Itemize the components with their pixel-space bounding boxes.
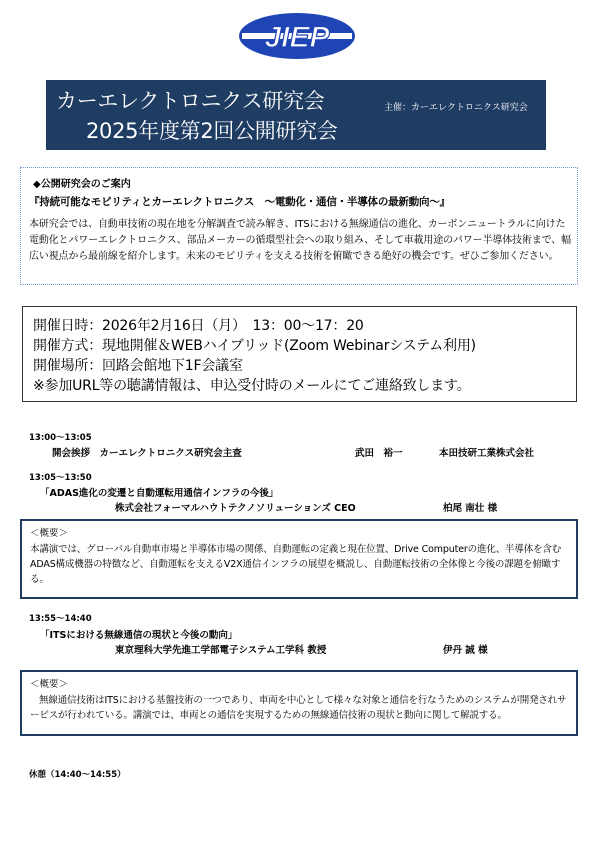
event-date: 開催日時：2026年2月16日（月） 13：00～17：20: [33, 318, 364, 334]
lecture-title: 「ITSにおける無線通信の現状と今後の動向」: [40, 630, 238, 641]
logo-text: JIEP: [264, 21, 330, 54]
lecture-affiliation: 株式会社フォーマルハウトテクノソリューションズ CEO: [115, 503, 356, 514]
abstract-text: 本講演では、グローバル自動車市場と半導体市場の関係、自動運転の定義と現在位置、Drive Computerの進化、半導体を含むADAS構成機器の特徴など、自動運転を支えるV2X通信インフラの展望を概説し、自動運転技術の全体像と今後の課題を俯瞰する。: [30, 544, 562, 585]
break-time: 休憩（14:40～14:55）: [29, 770, 126, 780]
event-venue: 開催場所：回路会館地下1F会議室: [33, 358, 243, 374]
event-note: ※参加URL等の聴講情報は、申込受付時のメールにてご連絡致します。: [33, 378, 471, 394]
title-banner: [46, 80, 546, 150]
guide-box: [20, 167, 578, 285]
organizer-label: 主催：カーエレクトロニクス研究会: [384, 103, 528, 113]
lecture-title: 「ADAS進化の変遷と自動運転用通信インフラの今後」: [40, 488, 279, 499]
program-time: 13:00～13:05: [29, 433, 92, 443]
banner-title-line2: 2025年度第2回公開研究会: [86, 119, 338, 143]
guide-theme: 『持続可能なモビリティとカーエレクトロニクス ～電動化・通信・半導体の最新動向～』: [29, 196, 450, 208]
lecture-affiliation: 東京理科大学先進工学部電子システム工学科 教授: [115, 645, 327, 656]
jiep-logo: [238, 12, 356, 60]
lecture-speaker: 伊丹 誠 様: [443, 645, 488, 656]
program-time: 13:05～13:50: [29, 473, 92, 483]
abstract-text: 無線通信技術はITSにおける基盤技術の一つであり、車両を中心として様々な対象と通信を行なうためのシステムが開発されサービスが行われている。講演では、車両との通信を実現するための無線通信技術の現状と動向に関して解説する。: [30, 695, 567, 721]
abstract-label: ＜概要＞: [30, 679, 69, 690]
abstract-box: [20, 519, 578, 599]
event-format: 開催方式：現地開催＆WEBハイブリッド(Zoom Webinarシステム利用): [33, 338, 476, 354]
guide-heading: ◆公開研究会のご案内: [33, 179, 131, 190]
program-time: 13:55～14:40: [29, 614, 92, 624]
abstract-label: ＜概要＞: [30, 528, 69, 539]
program-affiliation: 本田技研工業株式会社: [439, 448, 535, 459]
abstract-box: [20, 670, 578, 736]
program-speaker: 武田 裕一: [355, 448, 403, 459]
guide-body: 本研究会では、自動車技術の現在地を分解調査で読み解き、ITSにおける無線通信の進化、カーボンニュートラルに向けた電動化とパワーエレクトロニクス、部品メーカーの循環型社会への取り組み、そして車載用途のパワー半導体技術まで、幅広い視点から最前線を紹介します。未来のモビリティを支える技術を俯瞰できる絶好の機会です。ぜひご参加ください。: [29, 219, 571, 262]
program-role: 開会挨拶 カーエレクトロニクス研究会主査: [52, 448, 242, 459]
banner-title-line1: カーエレクトロニクス研究会: [56, 89, 325, 113]
lecture-speaker: 柏尾 南壮 様: [443, 503, 498, 514]
event-info-box: [22, 306, 577, 402]
